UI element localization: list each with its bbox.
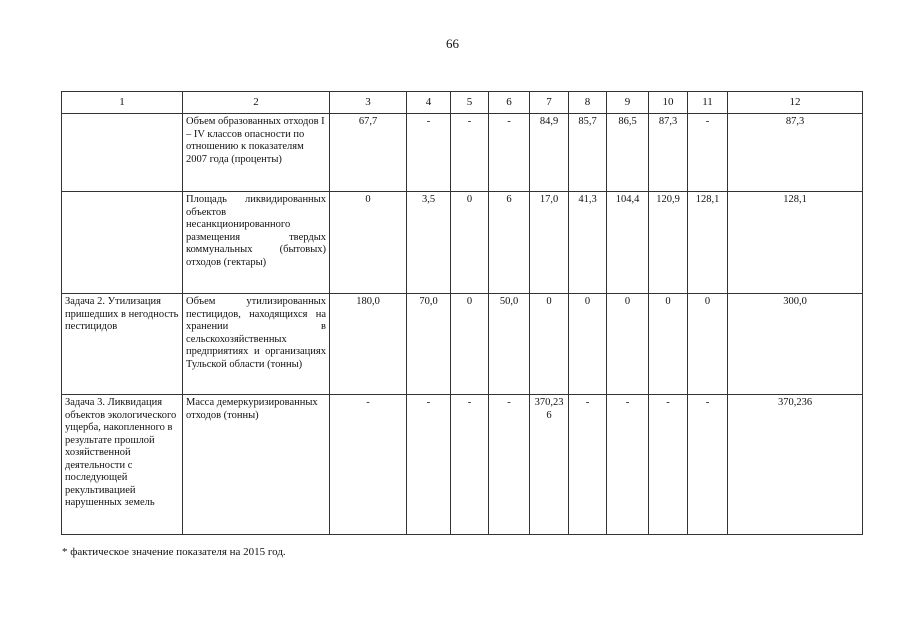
- value-cell: 0: [530, 294, 569, 395]
- value-cell: 87,3: [728, 114, 863, 192]
- value-cell: -: [407, 395, 451, 535]
- table-header-row: [62, 92, 863, 114]
- column-header: 4: [407, 92, 451, 114]
- table-row: [62, 114, 863, 192]
- task-cell: [62, 114, 183, 192]
- column-header: 9: [607, 92, 649, 114]
- column-header: 10: [649, 92, 688, 114]
- value-cell: -: [330, 395, 407, 535]
- column-header: 12: [728, 92, 863, 114]
- column-header: 1: [62, 92, 183, 114]
- table-row: [62, 294, 863, 395]
- value-cell: 0: [451, 294, 489, 395]
- value-cell: 0: [607, 294, 649, 395]
- column-header: 2: [183, 92, 330, 114]
- value-cell: 50,0: [489, 294, 530, 395]
- value-cell: 0: [688, 294, 728, 395]
- value-cell: -: [407, 114, 451, 192]
- value-cell: 370,236: [530, 395, 569, 535]
- value-cell: 87,3: [649, 114, 688, 192]
- value-cell: 70,0: [407, 294, 451, 395]
- value-cell: -: [688, 114, 728, 192]
- value-cell: 104,4: [607, 192, 649, 294]
- column-header: 11: [688, 92, 728, 114]
- value-cell: 0: [569, 294, 607, 395]
- footnote: * фактическое значение показателя на 2015 год.: [62, 546, 286, 558]
- value-cell: 370,236: [728, 395, 863, 535]
- value-cell: -: [451, 114, 489, 192]
- value-cell: 41,3: [569, 192, 607, 294]
- indicators-table: [61, 91, 863, 535]
- table-row: [62, 192, 863, 294]
- value-cell: -: [451, 395, 489, 535]
- value-cell: 128,1: [728, 192, 863, 294]
- value-cell: 3,5: [407, 192, 451, 294]
- column-header: 5: [451, 92, 489, 114]
- column-header: 8: [569, 92, 607, 114]
- table-row: [62, 395, 863, 535]
- value-cell: 86,5: [607, 114, 649, 192]
- indicator-cell: Площадь ликвидированных объектов несанкционированного размещения твердых коммунальных (бытовых) отходов (гектары): [183, 192, 330, 294]
- column-header: 7: [530, 92, 569, 114]
- value-cell: 17,0: [530, 192, 569, 294]
- value-cell: -: [489, 114, 530, 192]
- indicator-cell: Объем утилизированных пестицидов, находящихся на хранении в сельскохозяйственных предприятиях и организациях Тульской области (тонны): [183, 294, 330, 395]
- column-header: 3: [330, 92, 407, 114]
- value-cell: 300,0: [728, 294, 863, 395]
- value-cell: 0: [330, 192, 407, 294]
- value-cell: 6: [489, 192, 530, 294]
- column-header: 6: [489, 92, 530, 114]
- task-cell: [62, 192, 183, 294]
- value-cell: -: [489, 395, 530, 535]
- page-number: 66: [446, 36, 459, 51]
- value-cell: 120,9: [649, 192, 688, 294]
- value-cell: 84,9: [530, 114, 569, 192]
- value-cell: 67,7: [330, 114, 407, 192]
- task-cell: Задача 2. Утилизация пришедших в негодность пестицидов: [62, 294, 183, 395]
- indicator-cell: Масса демеркуризированных отходов (тонны): [183, 395, 330, 535]
- value-cell: 128,1: [688, 192, 728, 294]
- value-cell: -: [688, 395, 728, 535]
- value-cell: 0: [649, 294, 688, 395]
- value-cell: -: [649, 395, 688, 535]
- value-cell: -: [569, 395, 607, 535]
- value-cell: 180,0: [330, 294, 407, 395]
- value-cell: 85,7: [569, 114, 607, 192]
- value-cell: -: [607, 395, 649, 535]
- indicator-cell: Объем образованных отходов I – IV классов опасности по отношению к показателям 2007 года (проценты): [183, 114, 330, 192]
- task-cell: Задача 3. Ликвидация объектов экологического ущерба, накопленного в результате прошлой хозяйственной деятельности с последующей рекультивацией нарушенных земель: [62, 395, 183, 535]
- value-cell: 0: [451, 192, 489, 294]
